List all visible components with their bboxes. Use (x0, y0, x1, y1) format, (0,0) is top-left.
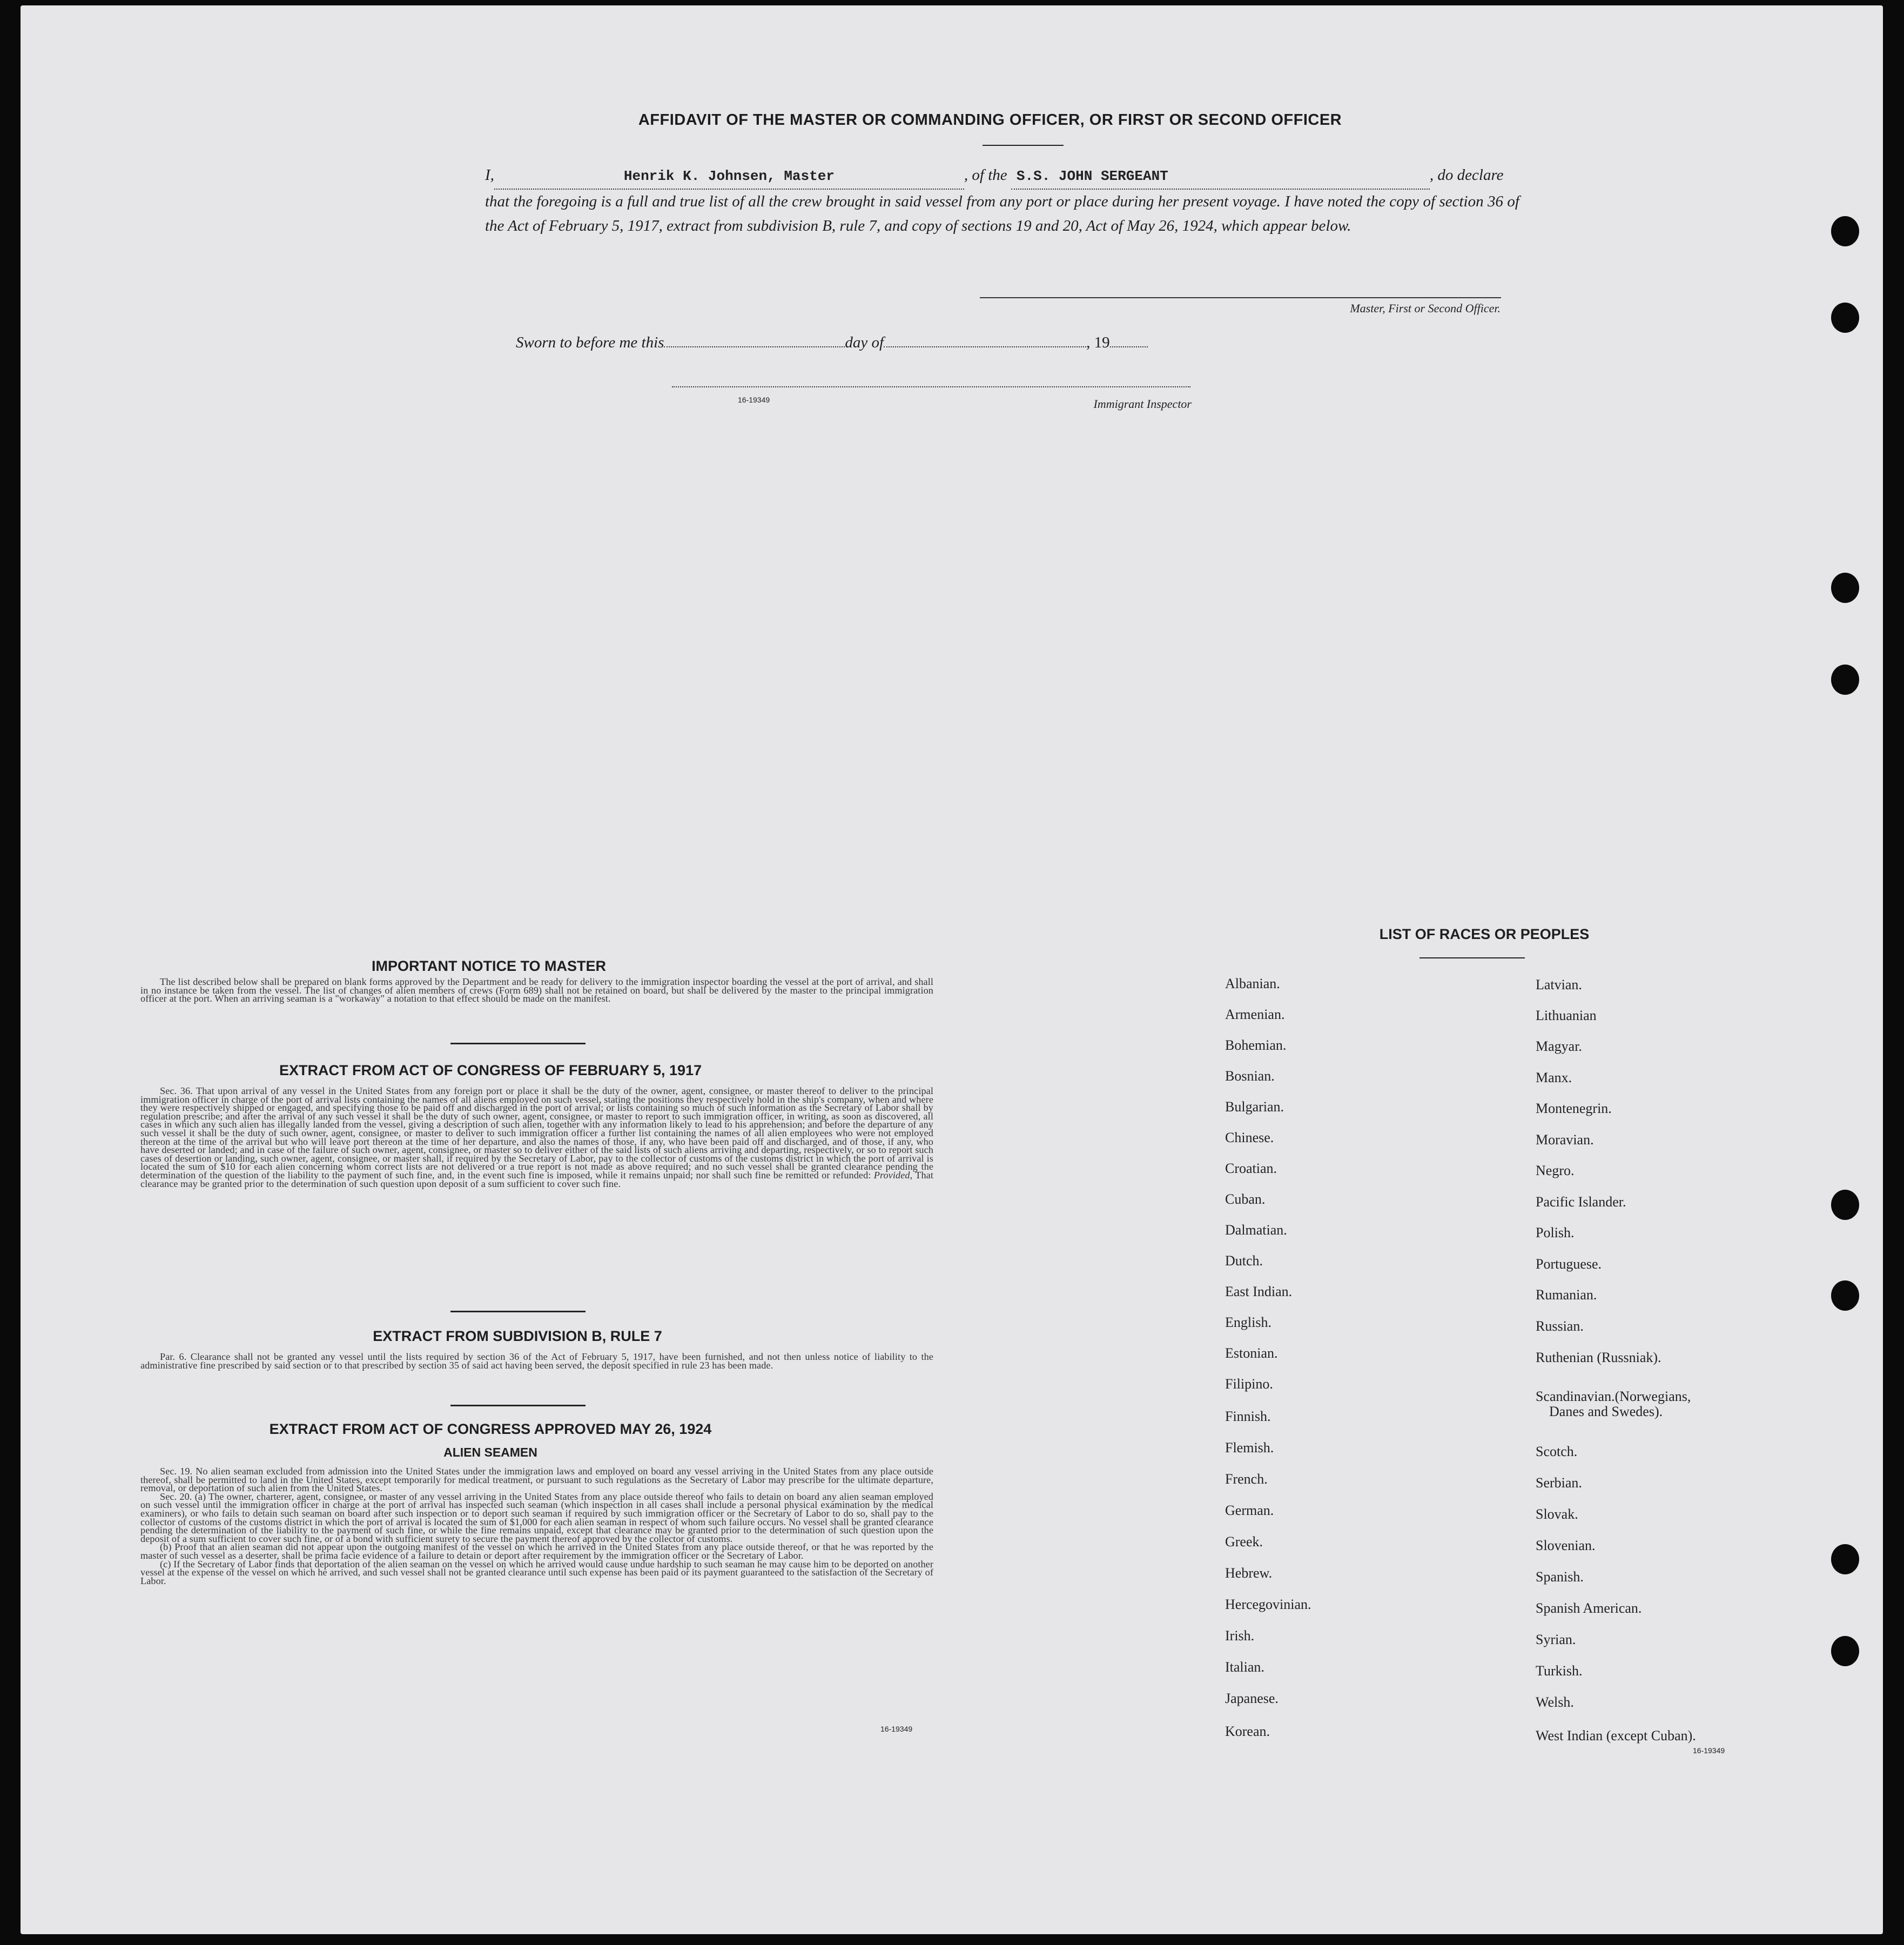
punch-hole (1831, 1544, 1859, 1574)
declaration-text: that the foregoing is a full and true list of all the crew brought in said vessel from any port or place during her present voyage. I have noted the copy of section 36 of the Act of February 5, 1917, extract from subdivision B, rule 7, and copy of sections 19 and 20, Act of May 26, 1924, which appear below. (485, 193, 1519, 234)
race-item: Bosnian. (1225, 1068, 1275, 1084)
punch-hole (1831, 1280, 1859, 1311)
race-item: Armenian. (1225, 1007, 1285, 1022)
punch-hole (1831, 573, 1859, 603)
sworn-line (516, 334, 1148, 352)
extract-1917-text (140, 1087, 933, 1188)
race-item: Chinese. (1225, 1130, 1274, 1145)
year-label: , 19 (1086, 334, 1110, 351)
race-item: East Indian. (1225, 1284, 1293, 1299)
left-form-number: 16-19349 (880, 1725, 913, 1733)
title-divider (983, 145, 1064, 146)
master-signature-label: Master, First or Second Officer. (1350, 301, 1501, 315)
vessel-name-value: S.S. JOHN SERGEANT (1016, 168, 1168, 184)
punch-hole (1831, 665, 1859, 695)
section-20a-paragraph: Sec. 20. (a) The owner, charterer, agent, consignee, or master of any vessel arriving in the United States from any place outside thereof who fails to detain on board any alien seaman employed on such vessel until the immigration officer in charge at the port of arrival has inspected such seaman (which inspection in all cases shall include a personal physical examination by the medical examiners), or who fails to detain such seaman on board after such inspection or to deport such seaman if required by such immigration officer or the Secretary of Labor to do so, shall pay to the collector of customs of the customs district in which the port of arrival is located the sum of $1,000 for each alien seaman in respect of whom such failure occurs. No vessel shall be granted clearance pending the determination of the liability to the payment of such fine, or while the fine remains unpaid, except that clearance may be granted prior to the determination of such question upon the deposit of a sum sufficient to cover such fine, or of a bond with sufficient surety to secure the payment thereof approved by the collector of customs. (140, 1491, 933, 1544)
punch-hole (1831, 1190, 1859, 1220)
inspector-signature-line (672, 386, 1190, 387)
race-item: Korean. (1225, 1723, 1270, 1739)
sworn-label: Sworn to before me this (516, 334, 664, 351)
race-item: Portuguese. (1536, 1256, 1602, 1272)
section-36-text: Sec. 36. That upon arrival of any vessel in the United States from any foreign port or place it shall be the duty of the owner, agent, consignee, or master thereof to deliver to the principal immigration officer in charge of the port of arrival lists containing the names of all aliens employed on such vessel, stating the positions they respectively hold in the ship's company, when and where they were respectively shipped or engaged, and specifying those to be paid off and discharged in the port of arrival; or lists containing so much of such information as the Secretary of Labor shall by regulation prescribe; and after the arrival of any such vessel it shall be the duty of such owner, agent, consignee, or master to report to such immigration officer, in writing, as soon as discovered, all cases in which any such alien has illegally landed from the vessel, giving a description of such alien, together with any information likely to lead to his apprehension; and before the departure of any such vessel it shall be the duty of such owner, agent, consignee, or master to deliver to such immigration officer a further list containing the names of all alien employees who were not employed thereon at the time of the arrival but who will leave port thereon at the time of her departure, and also the names of those, if any, who have been paid off and discharged, and of those, if any, who have deserted or landed; and in case of the failure of such owner, agent, consignee, or master so to deliver either of the said lists of such aliens arriving and departing, respectively, or so to report such cases of desertion or landing, such owner, agent, consignee, or master shall, if required by the Secretary of Labor, pay to the collector of customs of the customs district in which the port of arrival is located the sum of $10 for each alien concerning whom correct lists are not delivered or a true report is not made as above required; and no such vessel shall be granted clearance pending the determination of the question of the liability to the payment of such fine, and, in the event such fine is imposed, while it remains unpaid; nor shall such fine be remitted or refunded: (140, 1085, 933, 1181)
race-item: Moravian. (1536, 1132, 1594, 1148)
declaration-paragraph (485, 163, 1519, 238)
master-name-value: Henrik K. Johnsen, Master (623, 168, 835, 184)
race-item: French. (1225, 1471, 1268, 1487)
races-divider (1419, 957, 1525, 958)
section-19-paragraph: Sec. 19. No alien seaman excluded from admission into the United States under the immigration laws and employed on board any vessel arriving in the United States from any place outside thereof, shall be permitted to land in the United States, except temporarily for medical treatment, or pursuant to such regulations as the Secretary of Labor may prescribe for the ultimate departure, removal, or deportation of such alien from the United States. (140, 1466, 933, 1494)
race-item: Lithuanian (1536, 1008, 1597, 1023)
notice-divider (450, 1043, 586, 1044)
extract-1924-text (140, 1467, 933, 1585)
race-item: Syrian. (1536, 1632, 1576, 1647)
punch-hole (1831, 1636, 1859, 1666)
race-item: Hercegovinian. (1225, 1597, 1311, 1612)
proviso-label: Provided, (873, 1169, 913, 1181)
race-item: Bohemian. (1225, 1037, 1287, 1053)
document-page (21, 5, 1883, 1934)
declaration-first-line (485, 163, 1519, 190)
race-item: Bulgarian. (1225, 1099, 1284, 1115)
races-form-number: 16-19349 (1693, 1746, 1725, 1755)
race-item: Slovak. (1536, 1506, 1578, 1522)
inspector-label: Immigrant Inspector (1093, 397, 1192, 411)
race-item: Latvian. (1536, 977, 1582, 992)
race-item: Italian. (1225, 1659, 1264, 1675)
race-item: Hebrew. (1225, 1565, 1273, 1581)
race-item: Japanese. (1225, 1691, 1279, 1706)
race-item: Danes and Swedes). (1549, 1404, 1663, 1419)
extract-1917-title: EXTRACT FROM ACT OF CONGRESS OF FEBRUARY 5, 1917 (279, 1062, 702, 1078)
i-label: I, (485, 166, 494, 184)
affidavit-title: AFFIDAVIT OF THE MASTER OR COMMANDING OFFICER, OR FIRST OR SECOND OFFICER (638, 111, 1342, 129)
extract-rule7-text (140, 1353, 933, 1370)
race-item: Flemish. (1225, 1440, 1274, 1456)
master-signature-line (980, 297, 1501, 298)
extract-rule7-divider (450, 1405, 586, 1406)
section-36-paragraph (140, 1087, 933, 1188)
race-item: Greek. (1225, 1534, 1263, 1550)
race-item: Filipino. (1225, 1376, 1273, 1392)
sworn-day-field (664, 346, 845, 347)
race-item: Serbian. (1536, 1475, 1582, 1491)
proviso-text: That clearance may be granted prior to the determination of such question upon deposit of a sum sufficient to cover such fine. (140, 1169, 933, 1189)
race-item: Spanish American. (1536, 1600, 1642, 1616)
race-item: Montenegrin. (1536, 1101, 1612, 1116)
notice-paragraph: The list described below shall be prepared on blank forms approved by the Department and be ready for delivery to the immigration inspector boarding the vessel at the port of arrival, and shall in no instance be taken from the vessel. The list of changes of alien members of crews (Form 689) shall not be retained on board, but shall be delivered by the master to the principal immigration officer at the port. When an arriving seaman is a "workaway" a notation to that effect should be made on the manifest. (140, 976, 933, 1004)
race-item: Ruthenian (Russniak). (1536, 1350, 1661, 1365)
extract-1924-title: EXTRACT FROM ACT OF CONGRESS APPROVED MAY 26, 1924 (269, 1421, 712, 1437)
race-item: Albanian. (1225, 976, 1280, 991)
master-name-field (494, 163, 964, 190)
punch-hole (1831, 303, 1859, 333)
race-item: Croatian. (1225, 1161, 1277, 1176)
race-item: Magyar. (1536, 1038, 1582, 1054)
do-declare-label: , do declare (1429, 166, 1504, 184)
race-item: Russian. (1536, 1318, 1584, 1334)
extract-1917-divider (450, 1311, 586, 1312)
affidavit-form-number: 16-19349 (738, 395, 770, 404)
sworn-month-field (884, 346, 1086, 347)
race-item: English. (1225, 1314, 1271, 1330)
race-item: Scotch. (1536, 1444, 1578, 1459)
extract-rule7-title: EXTRACT FROM SUBDIVISION B, RULE 7 (373, 1328, 662, 1344)
alien-seamen-subtitle: ALIEN SEAMEN (443, 1445, 537, 1459)
section-20c-paragraph: (c) If the Secretary of Labor finds that deportation of the alien seaman on the vessel on which he arrived would cause undue hardship to such seaman he may cause him to be deported on another vessel at the expense of the vessel on which he arrived, and such vessel shall not be granted clearance until such expense has been paid or its payment guaranteed to the satisfaction of the Secretary of Labor. (140, 1558, 933, 1586)
race-item: Estonian. (1225, 1345, 1278, 1361)
race-item: Spanish. (1536, 1569, 1584, 1585)
race-item: Dutch. (1225, 1253, 1263, 1269)
sworn-year-field (1110, 346, 1148, 347)
punch-hole (1831, 216, 1859, 246)
race-item: Turkish. (1536, 1663, 1583, 1679)
race-item: Dalmatian. (1225, 1222, 1287, 1238)
race-item: Slovenian. (1536, 1538, 1596, 1553)
notice-title: IMPORTANT NOTICE TO MASTER (372, 958, 606, 974)
race-item: West Indian (except Cuban). (1536, 1728, 1696, 1743)
race-item: Rumanian. (1536, 1287, 1597, 1303)
vessel-name-field (1011, 163, 1430, 190)
race-item: Finnish. (1225, 1409, 1271, 1424)
rule7-paragraph: Par. 6. Clearance shall not be granted any vessel until the lists required by section 36 of the Act of February 5, 1917, have been furnished, and not then unless notice of liability to the administrative fine prescribed by said section or to that prescribed by section 35 of said act having been served, the deposit specified in rule 23 has been made. (140, 1351, 933, 1371)
race-item: Irish. (1225, 1628, 1255, 1644)
race-item: Polish. (1536, 1225, 1575, 1240)
race-item: Negro. (1536, 1163, 1575, 1178)
races-title: LIST OF RACES OR PEOPLES (1379, 926, 1590, 942)
race-item: Manx. (1536, 1070, 1572, 1085)
race-item: Welsh. (1536, 1694, 1574, 1710)
section-20b-paragraph: (b) Proof that an alien seaman did not appear upon the outgoing manifest of the vessel on which he arrived in the United States from any place outside thereof, or that he was reported by the master of such vessel as a deserter, shall be prima facie evidence of a failure to detain or deport after requirement by the immigration officer or the Secretary of Labor. (140, 1541, 933, 1561)
race-item: Scandinavian.(Norwegians, (1536, 1389, 1691, 1404)
race-item: Pacific Islander. (1536, 1194, 1626, 1210)
day-of-label: day of (845, 334, 884, 351)
race-item: German. (1225, 1503, 1274, 1518)
race-item: Cuban. (1225, 1191, 1266, 1207)
notice-text (140, 978, 933, 1003)
of-the-label: , of the (964, 166, 1007, 184)
